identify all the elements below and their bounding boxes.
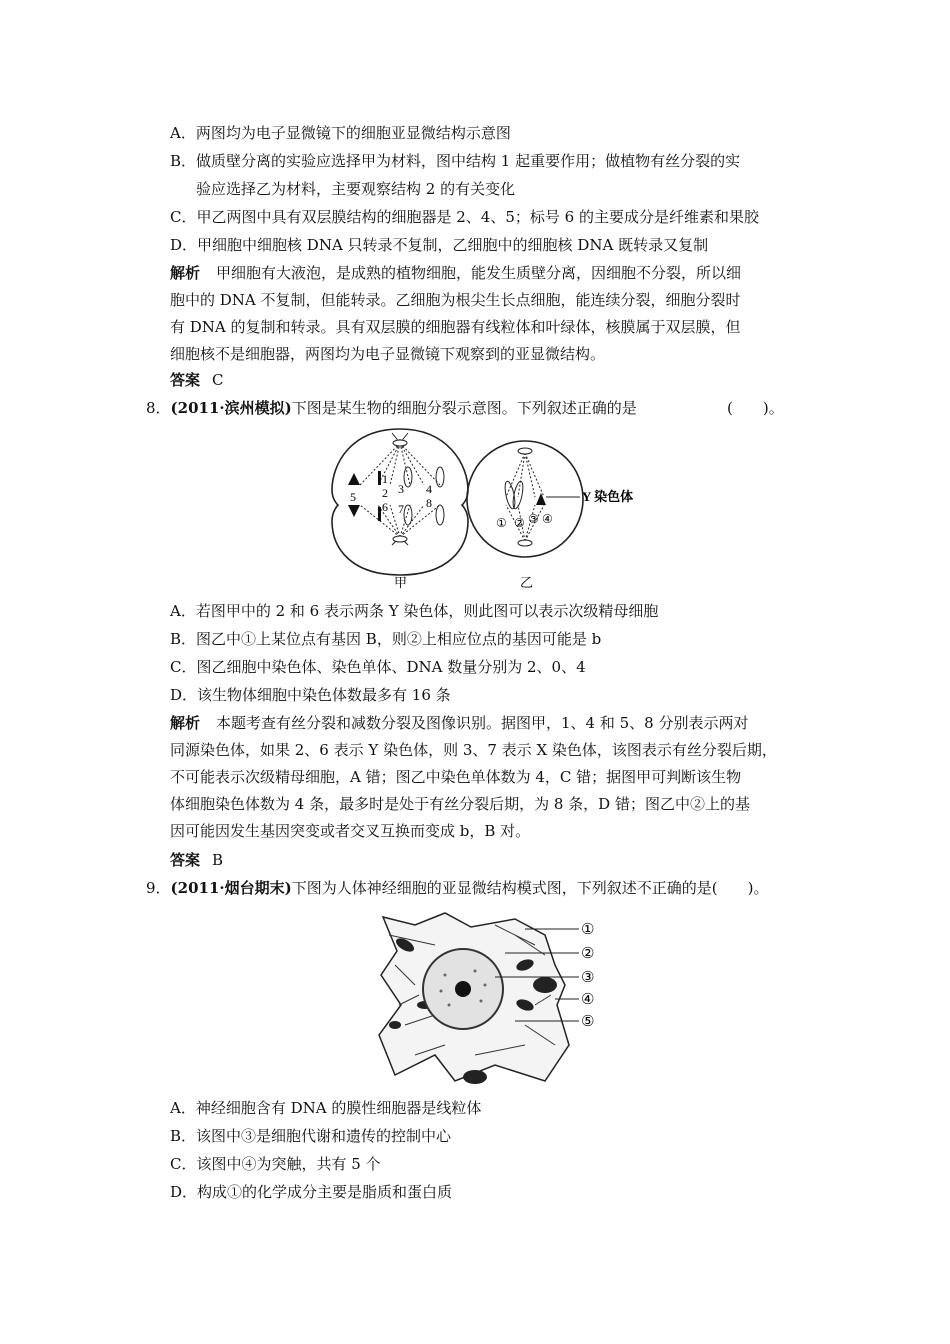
chromosome-number: 1: [382, 472, 388, 486]
figure-label-jia: 甲: [394, 576, 408, 590]
q9-stem-text: 下图为人体神经细胞的亚显微结构模式图，下列叙述不正确的是: [291, 879, 712, 897]
q8-analysis-line: [170, 712, 749, 734]
q7-option-c: C．甲乙两图中具有双层膜结构的细胞器是 2、4、5；标号 6 的主要成分是纤维素和果胶: [170, 208, 759, 226]
q8-source: (2011·滨州模拟): [170, 399, 292, 417]
q8-analysis-label: 解析: [170, 714, 201, 732]
q8-analysis-line: 因可能因发生基因突变或者交叉互换而变成 b，B 对。: [170, 822, 531, 840]
q7-analysis-label: 解析: [170, 264, 201, 282]
q9-option-b: B．该图中③是细胞代谢和遗传的控制中心: [170, 1127, 452, 1145]
q8-answer-value: B: [212, 851, 224, 869]
structure-label: ①: [581, 920, 595, 938]
q7-analysis-line: [170, 262, 741, 284]
q8-option-a: A．若图甲中的 2 和 6 表示两条 Y 染色体，则此图可以表示次级精母细胞: [170, 602, 659, 620]
chromosome-number: 7: [398, 502, 404, 516]
q7-answer: [170, 369, 224, 391]
q9-stem: [146, 877, 768, 899]
circled-label: ①: [496, 516, 507, 530]
q7-analysis-line: 有 DNA 的复制和转录。具有双层膜的细胞器有线粒体和叶绿体，核膜属于双层膜，但: [170, 318, 741, 336]
q8-analysis-line: 体细胞染色体数为 4 条，最多时是处于有丝分裂后期，为 8 条，D 错；图乙中②上的基: [170, 795, 750, 813]
q8-option-b: B．图乙中①上某位点有基因 B，则②上相应位点的基因可能是 b: [170, 630, 602, 648]
circled-label: ③: [528, 512, 539, 526]
q7-analysis-line: 细胞核不是细胞器，两图均为电子显微镜下观察到的亚显微结构。: [170, 345, 606, 363]
q8-analysis-line: 不可能表示次级精母细胞，A 错；图乙中染色单体数为 4，C 错；据图甲可判断该生物: [170, 768, 742, 786]
q7-option-d: D．甲细胞中细胞核 DNA 只转录不复制，乙细胞中的细胞核 DNA 既转录又复制: [170, 236, 709, 254]
q7-answer-value: C: [212, 371, 224, 389]
q8-answer: [170, 849, 223, 871]
structure-label: ⑤: [581, 1012, 595, 1030]
circled-label: ②: [514, 516, 525, 530]
y-chromosome: [536, 493, 546, 505]
chromosome-5-upper: [348, 473, 360, 485]
q8-stem: [146, 397, 637, 419]
chromosome-number: 2: [382, 486, 388, 500]
q8-analysis-text: 本题考查有丝分裂和减数分裂及图像识别。据图甲，1、4 和 5、8 分别表示两对: [216, 714, 749, 732]
chromosome-number: 4: [426, 482, 432, 496]
q9-option-a: A．神经细胞含有 DNA 的膜性细胞器是线粒体: [170, 1099, 482, 1117]
q9-number: 9．: [146, 879, 171, 897]
q8-option-d: D．该生物体细胞中染色体数最多有 16 条: [170, 686, 451, 704]
q8-answer-bracket: ( )。: [727, 399, 784, 417]
y-chromosome-label: Y 染色体: [582, 489, 634, 504]
chromosome-number: 8: [426, 496, 432, 510]
q8-stem-text: 下图是某生物的细胞分裂示意图。下列叙述正确的是: [291, 399, 637, 417]
q9-option-c: C．该图中④为突触，共有 5 个: [170, 1155, 381, 1173]
q9-option-d: D．构成①的化学成分主要是脂质和蛋白质: [170, 1183, 453, 1201]
q9-figure: [375, 905, 610, 1085]
chromosome-number: 5: [350, 490, 356, 504]
q7-analysis-text: 甲细胞有大液泡，是成熟的植物细胞，能发生质壁分离，因细胞不分裂，所以细: [216, 264, 742, 282]
figure-label-yi: 乙: [520, 576, 534, 590]
structure-label: ④: [581, 990, 595, 1008]
q7-option-a: A．两图均为电子显微镜下的细胞亚显微结构示意图: [170, 124, 511, 142]
q7-analysis-line: 胞中的 DNA 不复制，但能转录。乙细胞为根尖生长点细胞，能连续分裂，细胞分裂时: [170, 291, 741, 309]
q8-option-c: C．图乙细胞中染色体、染色单体、DNA 数量分别为 2、0、4: [170, 658, 586, 676]
q8-number: 8．: [146, 399, 171, 417]
chromosome-5-lower: [348, 505, 360, 517]
q8-answer-label: 答案: [170, 851, 201, 869]
chromosome-number: 3: [398, 482, 404, 496]
structure-label: ②: [581, 944, 595, 962]
circled-label: ④: [542, 512, 553, 526]
q8-figure: [330, 425, 660, 590]
nucleolus: [455, 981, 471, 997]
q9-source: (2011·烟台期末): [170, 879, 292, 897]
q7-option-b: B．做质壁分离的实验应选择甲为材料，图中结构 1 起重要作用；做植物有丝分裂的实: [170, 152, 741, 170]
q8-analysis-line: 同源染色体，如果 2、6 表示 Y 染色体，则 3、7 表示 X 染色体，该图表示有丝分裂后期，: [170, 741, 777, 759]
q9-answer-bracket: ( )。: [711, 879, 769, 897]
q7-option-b-continuation: 验应选择乙为材料，主要观察结构 2 的有关变化: [196, 180, 516, 198]
structure-label: ③: [581, 968, 595, 986]
q7-answer-label: 答案: [170, 371, 201, 389]
chromosome-number: 6: [382, 500, 388, 514]
